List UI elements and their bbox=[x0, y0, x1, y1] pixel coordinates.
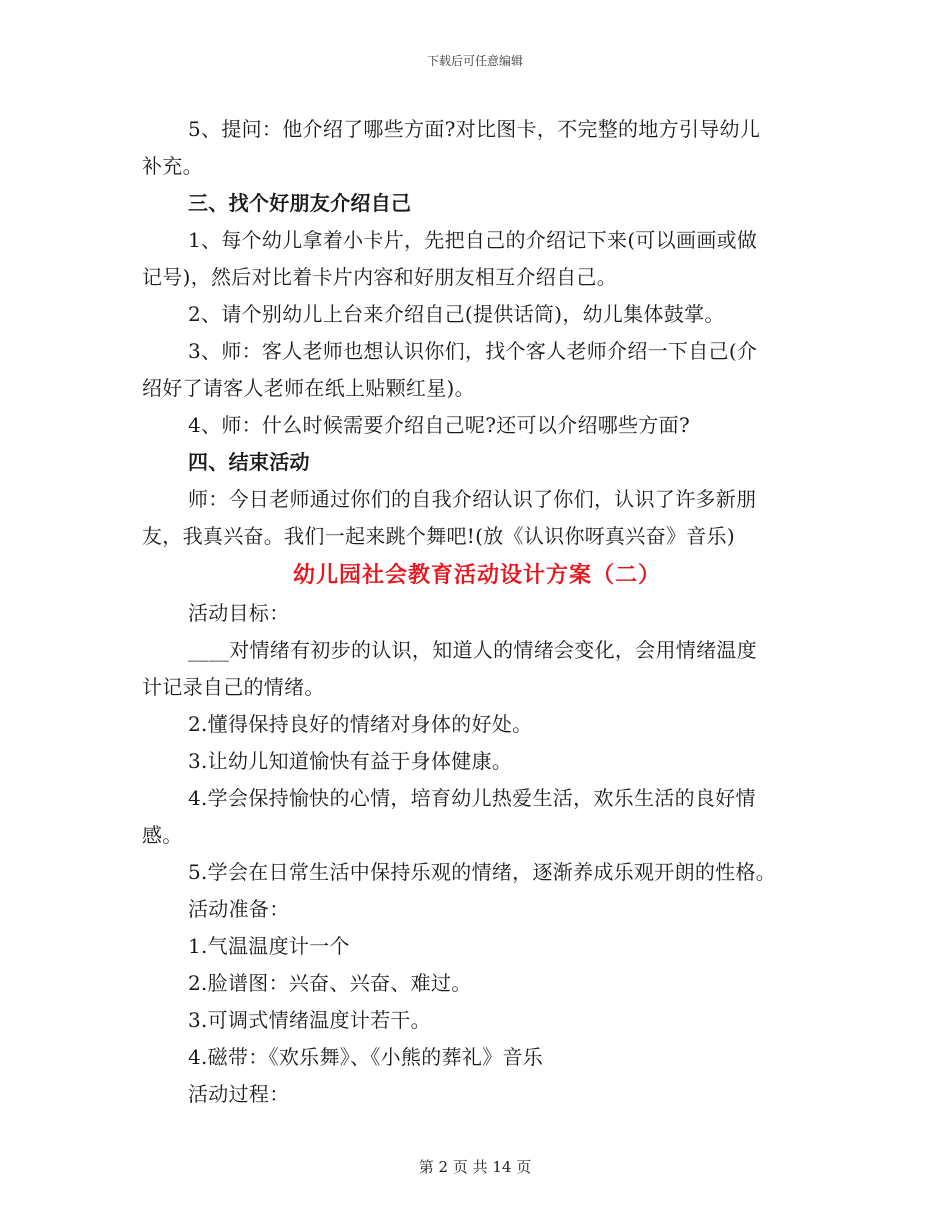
paragraph-line: 3.让幼儿知道愉快有益于身体健康。 bbox=[188, 749, 513, 773]
paragraph-line: 5.学会在日常生活中保持乐观的情绪，逐渐养成乐观开朗的性格。 bbox=[188, 860, 777, 884]
page-header: 下载后可任意编辑 bbox=[426, 54, 523, 68]
paragraph-line: 5、提问：他介绍了哪些方面?对比图卡，不完整的地方引导幼儿 bbox=[188, 117, 761, 141]
paragraph-line: 1.气温温度计一个 bbox=[188, 934, 350, 958]
document-body bbox=[142, 111, 812, 1113]
section-heading: 四、结束活动 bbox=[188, 450, 310, 474]
paragraph-line: 师：今日老师通过你们的自我介绍认识了你们，认识了许多新朋 bbox=[188, 487, 757, 511]
paragraph-line: 2、请个别幼儿上台来介绍自己(提供话筒)，幼儿集体鼓掌。 bbox=[188, 302, 725, 326]
paragraph-line: 友，我真兴奋。我们一起来跳个舞吧!(放《认识你呀真兴奋》音乐) bbox=[142, 524, 735, 548]
paragraph-line: 感。 bbox=[142, 823, 183, 847]
paragraph-line: 2.懂得保持良好的情绪对身体的好处。 bbox=[188, 712, 533, 736]
document-title: 幼儿园社会教育活动设计方案（二） bbox=[292, 562, 661, 588]
paragraph-line: 活动准备： bbox=[188, 897, 290, 921]
paragraph-line: 活动过程： bbox=[188, 1082, 290, 1106]
paragraph-line: 绍好了请客人老师在纸上贴颗红星)。 bbox=[142, 376, 475, 400]
paragraph-line: 计记录自己的情绪。 bbox=[142, 675, 325, 699]
paragraph-line: 补充。 bbox=[142, 154, 203, 178]
paragraph-line: 4.学会保持愉快的心情，培育幼儿热爱生活，欢乐生活的良好情 bbox=[188, 786, 756, 810]
page-footer: 第 2 页 共 14 页 bbox=[418, 1158, 532, 1176]
paragraph-line: 1、每个幼儿拿着小卡片，先把自己的介绍记下来(可以画画或做 bbox=[188, 228, 758, 252]
paragraph-line: 4、师：什么时候需要介绍自己呢?还可以介绍哪些方面? bbox=[188, 413, 690, 437]
paragraph-line: 3、师：客人老师也想认识你们，找个客人老师介绍一下自己(介 bbox=[188, 339, 758, 363]
paragraph-line: ____对情绪有初步的认识，知道人的情绪会变化，会用情绪温度 bbox=[188, 638, 757, 662]
paragraph-line: 3.可调式情绪温度计若干。 bbox=[188, 1008, 431, 1032]
paragraph-line: 4.磁带：《欢乐舞》、《小熊的葬礼》音乐 bbox=[188, 1045, 544, 1069]
paragraph-line: 记号)，然后对比着卡片内容和好朋友相互介绍自己。 bbox=[142, 265, 618, 289]
section-heading: 三、找个好朋友介绍自己 bbox=[188, 191, 412, 215]
paragraph-line: 活动目标： bbox=[188, 601, 290, 625]
paragraph-line: 2.脸谱图：兴奋、兴奋、难过。 bbox=[188, 971, 472, 995]
